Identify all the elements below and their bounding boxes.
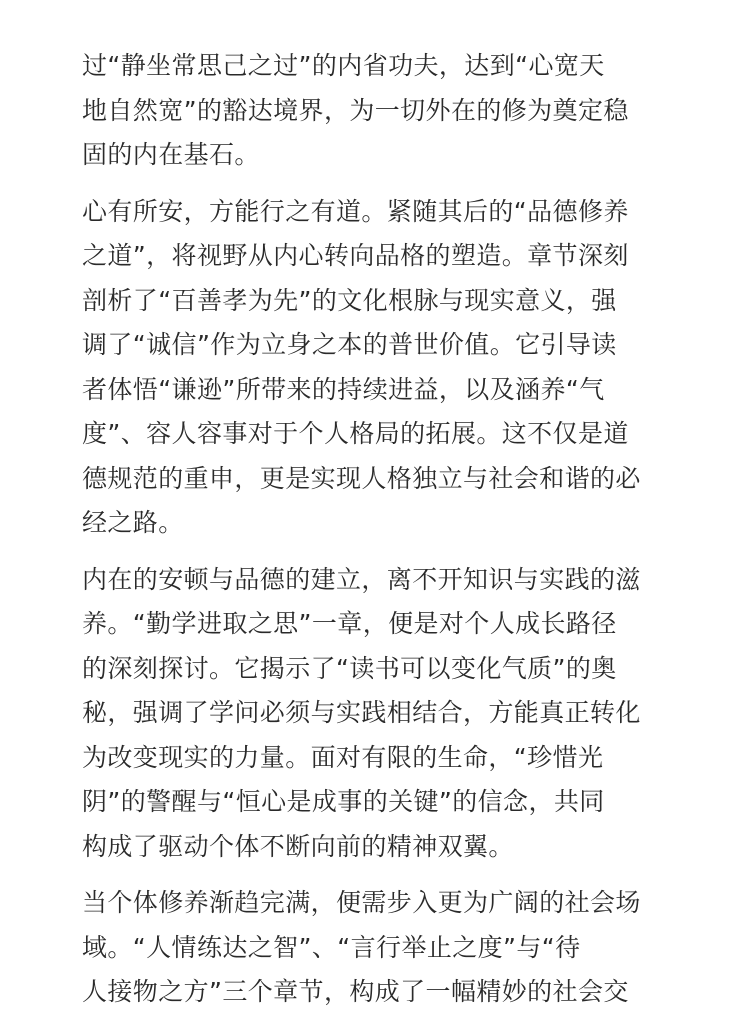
paragraph-1 [82,44,682,178]
paragraph-2 [82,190,682,546]
text-line: 为改变现实的力量。面对有限的生命，“珍惜光 [82,742,604,772]
text-line: 德规范的重申，更是实现人格独立与社会和谐的必 [82,463,641,493]
text-line: 固的内在基石。 [82,140,260,169]
paragraph-3 [82,558,682,870]
text-line: 调了“诚信”作为立身之本的普世价值。它引导读 [82,330,617,359]
text-line: 人接物之方”三个章节，构成了一幅精妙的社会交 [82,977,629,1006]
text-line: 当个体修养渐趋完满，便需步入更为广阔的社会场 [82,888,641,917]
text-line: 构成了驱动个体不断向前的精神双翼。 [82,831,514,861]
text-line: 养。“勤学进取之思”一章，便是对个人成长路径 [82,609,617,638]
text-line: 阴”的警醒与“恒心是成事的关键”的信念，共同 [82,787,605,816]
text-line: 的深刻探讨。它揭示了“读书可以变化气质”的奥 [82,653,617,683]
article-body [82,44,682,1021]
paragraph-4 [82,881,682,1015]
text-line: 域。“人情练达之智”、“言行举止之度”与“待 [82,932,581,962]
text-line: 地自然宽”的豁达境界，为一切外在的修为奠定稳 [82,95,629,125]
text-line: 经之路。 [82,508,184,537]
text-line: 过“静坐常思己之过”的内省功夫，达到“心宽天 [82,51,605,80]
text-line: 度”、容人容事对于个人格局的拓展。这不仅是道 [82,419,629,448]
text-line: 者体悟“谦逊”所带来的持续进益，以及涵养“气 [82,374,605,404]
text-line: 秘，强调了学问必须与实践相结合，方能真正转化 [82,698,641,727]
text-line: 之道”，将视野从内心转向品格的塑造。章节深刻 [82,241,629,270]
text-line: 内在的安顿与品德的建立，离不开知识与实践的滋 [82,564,641,594]
text-line: 剖析了“百善孝为先”的文化根脉与现实意义，强 [82,285,617,315]
text-line: 心有所安，方能行之有道。紧随其后的“品德修养 [82,196,629,226]
